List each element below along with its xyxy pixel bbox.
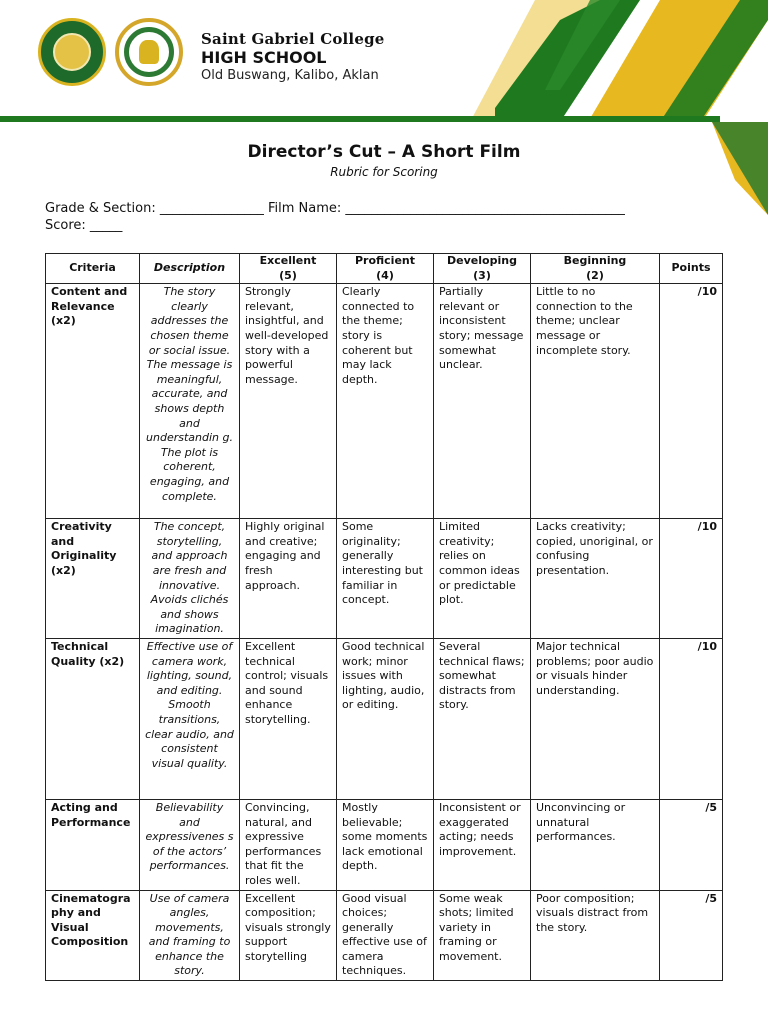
developing-cell: Some weak shots; limited variety in framing or movement. — [434, 890, 531, 981]
header-beginning-label: Beginning — [563, 254, 627, 267]
developing-cell: Inconsistent or exaggerated acting; needs improvement. — [434, 799, 531, 890]
table-row — [46, 638, 723, 799]
high-school-seal-logo — [115, 18, 183, 86]
beginning-cell: Poor composition; visuals distract from the story. — [531, 890, 660, 981]
excellent-cell: Excellent technical control; visuals and sound enhance storytelling. — [240, 638, 337, 799]
table-row — [46, 519, 723, 639]
proficient-cell: Good technical work; minor issues with lighting, audio, or editing. — [337, 638, 434, 799]
criteria-cell: Creativity and Originality (x2) — [46, 519, 140, 639]
header-criteria: Criteria — [46, 254, 140, 284]
header-excellent-label: Excellent — [259, 254, 317, 267]
form-fields — [45, 200, 625, 234]
document-subtitle: Rubric for Scoring — [330, 165, 438, 179]
beginning-cell: Lacks creativity; copied, unoriginal, or confusing presentation. — [531, 519, 660, 639]
header-description: Description — [140, 254, 240, 284]
beginning-cell: Unconvincing or unnatural performances. — [531, 799, 660, 890]
points-cell[interactable]: /10 — [660, 284, 723, 519]
college-seal-logo — [38, 18, 106, 86]
table-row — [46, 890, 723, 981]
document-title: Director’s Cut – A Short Film — [247, 142, 521, 162]
score-line[interactable]: Score: _____ — [45, 218, 123, 233]
header-proficient — [337, 254, 434, 284]
header-excellent — [240, 254, 337, 284]
proficient-cell: Good visual choices; generally effective use of camera techniques. — [337, 890, 434, 981]
criteria-cell: Acting and Performance — [46, 799, 140, 890]
header-developing — [434, 254, 531, 284]
excellent-cell: Highly original and creative; engaging and fresh approach. — [240, 519, 337, 639]
header-developing-score: (3) — [473, 268, 491, 282]
header-beginning-score: (2) — [586, 268, 604, 282]
school-name-block — [201, 30, 385, 83]
developing-cell: Limited creativity; relies on common ideas or predictable plot. — [434, 519, 531, 639]
header-excellent-score: (5) — [279, 268, 297, 282]
proficient-cell: Mostly believable; some moments lack emotional depth. — [337, 799, 434, 890]
beginning-cell: Little to no connection to the theme; unclear message or incomplete story. — [531, 284, 660, 519]
rubric-header-row — [46, 254, 723, 284]
excellent-cell: Strongly relevant, insightful, and well-developed story with a powerful message. — [240, 284, 337, 519]
developing-cell: Several technical flaws; somewhat distracts from story. — [434, 638, 531, 799]
header-developing-label: Developing — [447, 254, 517, 267]
table-row — [46, 799, 723, 890]
points-cell[interactable]: /10 — [660, 519, 723, 639]
description-cell: Believability and expressivenes s of the actors’ performances. — [140, 799, 240, 890]
description-cell: The concept, storytelling, and approach are fresh and innovative. Avoids clichés and shows imagination. — [140, 519, 240, 639]
description-cell: Effective use of camera work, lighting, sound, and editing. Smooth transitions, clear audio, and consistent visual quality. — [140, 638, 240, 799]
header-proficient-label: Proficient — [354, 254, 416, 267]
grade-section-film-name-line[interactable]: Grade & Section: ________________ Film Name: ___________________________________________ — [45, 201, 625, 216]
college-name: Saint Gabriel College — [201, 30, 385, 48]
table-row — [46, 284, 723, 519]
rubric-table — [45, 253, 723, 981]
page-header — [0, 0, 768, 130]
criteria-cell: Technical Quality (x2) — [46, 638, 140, 799]
school-level: HIGH SCHOOL — [201, 48, 327, 67]
header-proficient-score: (4) — [376, 268, 394, 282]
excellent-cell: Convincing, natural, and expressive performances that fit the roles well. — [240, 799, 337, 890]
header-points: Points — [660, 254, 723, 284]
proficient-cell: Some originality; generally interesting but familiar in concept. — [337, 519, 434, 639]
points-cell[interactable]: /5 — [660, 799, 723, 890]
school-address: Old Buswang, Kalibo, Aklan — [201, 68, 379, 83]
criteria-cell: Content and Relevance (x2) — [46, 284, 140, 519]
beginning-cell: Major technical problems; poor audio or visuals hinder understanding. — [531, 638, 660, 799]
developing-cell: Partially relevant or inconsistent story; message somewhat unclear. — [434, 284, 531, 519]
excellent-cell: Excellent composition; visuals strongly support storytelling — [240, 890, 337, 981]
points-cell[interactable]: /10 — [660, 638, 723, 799]
header-beginning — [531, 254, 660, 284]
criteria-cell: Cinematogra phy and Visual Composition — [46, 890, 140, 981]
proficient-cell: Clearly connected to the theme; story is coherent but may lack depth. — [337, 284, 434, 519]
points-cell[interactable]: /5 — [660, 890, 723, 981]
description-cell: The story clearly addresses the chosen theme or social issue. The message is meaningful, accurate, and shows depth and understandin g. The plot is coherent, engaging, and complete. — [140, 284, 240, 519]
description-cell: Use of camera angles, movements, and framing to enhance the story. — [140, 890, 240, 981]
